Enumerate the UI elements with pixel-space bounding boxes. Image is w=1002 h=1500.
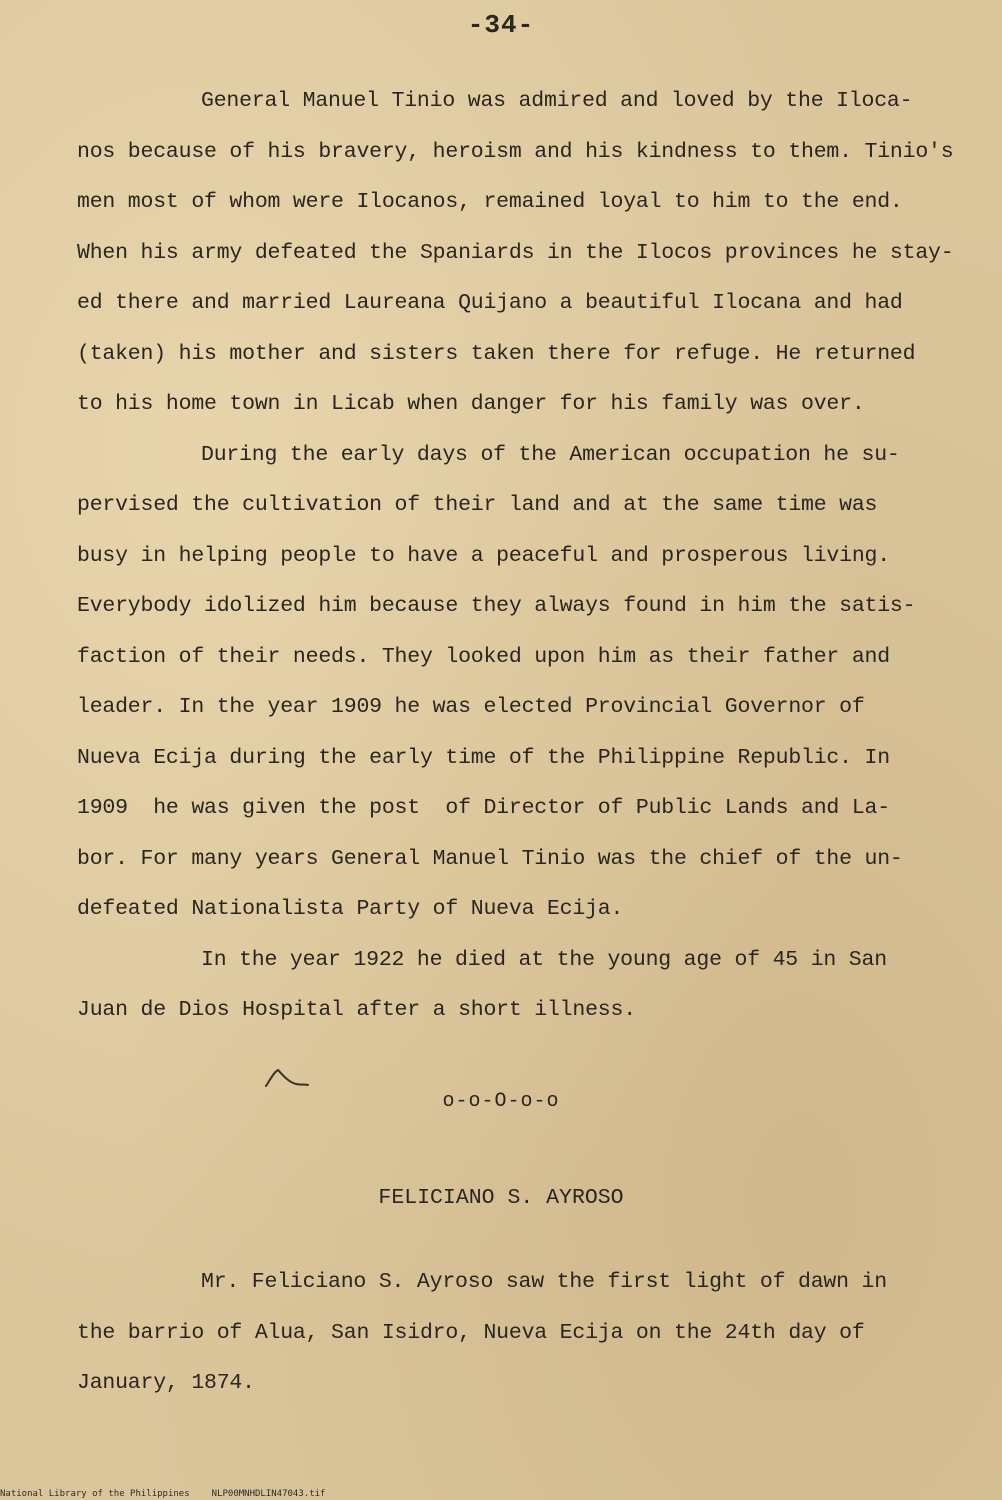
text-line: (taken) his mother and sisters taken there for refuge. He returned [77,341,916,366]
text-line: to his home town in Licab when danger for his family was over. [77,392,865,416]
text-line: Juan de Dios Hospital after a short illness. [77,998,636,1022]
text-line: Everybody idolized him because they always found in him the satis- [77,594,916,618]
text-line: Mr. Feliciano S. Ayroso saw the first light of dawn in [201,1270,887,1294]
text-line: January, 1874. [77,1371,255,1395]
text-line: In the year 1922 he died at the young age of 45 in San [201,947,887,972]
text-line: nos because of his bravery, heroism and his kindness to them. Tinio's [77,139,954,164]
body-text [77,76,957,1036]
pencil-mark-icon [262,1066,312,1090]
section-body [77,1257,957,1409]
text-line: leader. In the year 1909 he was elected Provincial Governor of [77,695,865,719]
archive-footer [0,1489,1002,1499]
text-line: bor. For many years General Manuel Tinio was the chief of the un- [77,846,903,871]
text-line: pervised the cultivation of their land and at the same time was [77,493,878,517]
text-line: Nueva Ecija during the early time of the Philippine Republic. In [77,745,890,770]
text-line: ed there and married Laureana Quijano a beautiful Ilocana and had [77,291,903,315]
text-line: faction of their needs. They looked upon him as their father and [77,644,890,669]
text-line: When his army defeated the Spaniards in the Ilocos provinces he stay- [77,240,954,265]
footer-library: National Library of the Philippines [0,1489,190,1499]
section-title: FELICIANO S. AYROSO [378,1186,624,1210]
text-line: General Manuel Tinio was admired and loved by the Iloca- [201,89,913,113]
page-number: -34- [467,10,535,40]
text-line: 1909 he was given the post of Director of Public Lands and La- [77,796,890,820]
text-line: men most of whom were Ilocanos, remained loyal to him to the end. [77,190,903,214]
text-line: busy in helping people to have a peaceful and prosperous living. [77,543,890,568]
text-line: the barrio of Alua, San Isidro, Nueva Ecija on the 24th day of [77,1320,865,1345]
section-separator: o-o-O-o-o [442,1090,560,1113]
text-line: defeated Nationalista Party of Nueva Ecija. [77,897,624,921]
text-line: During the early days of the American occupation he su- [201,442,900,467]
footer-filename: NLP00MNHDLIN47043.tif [211,1489,326,1499]
